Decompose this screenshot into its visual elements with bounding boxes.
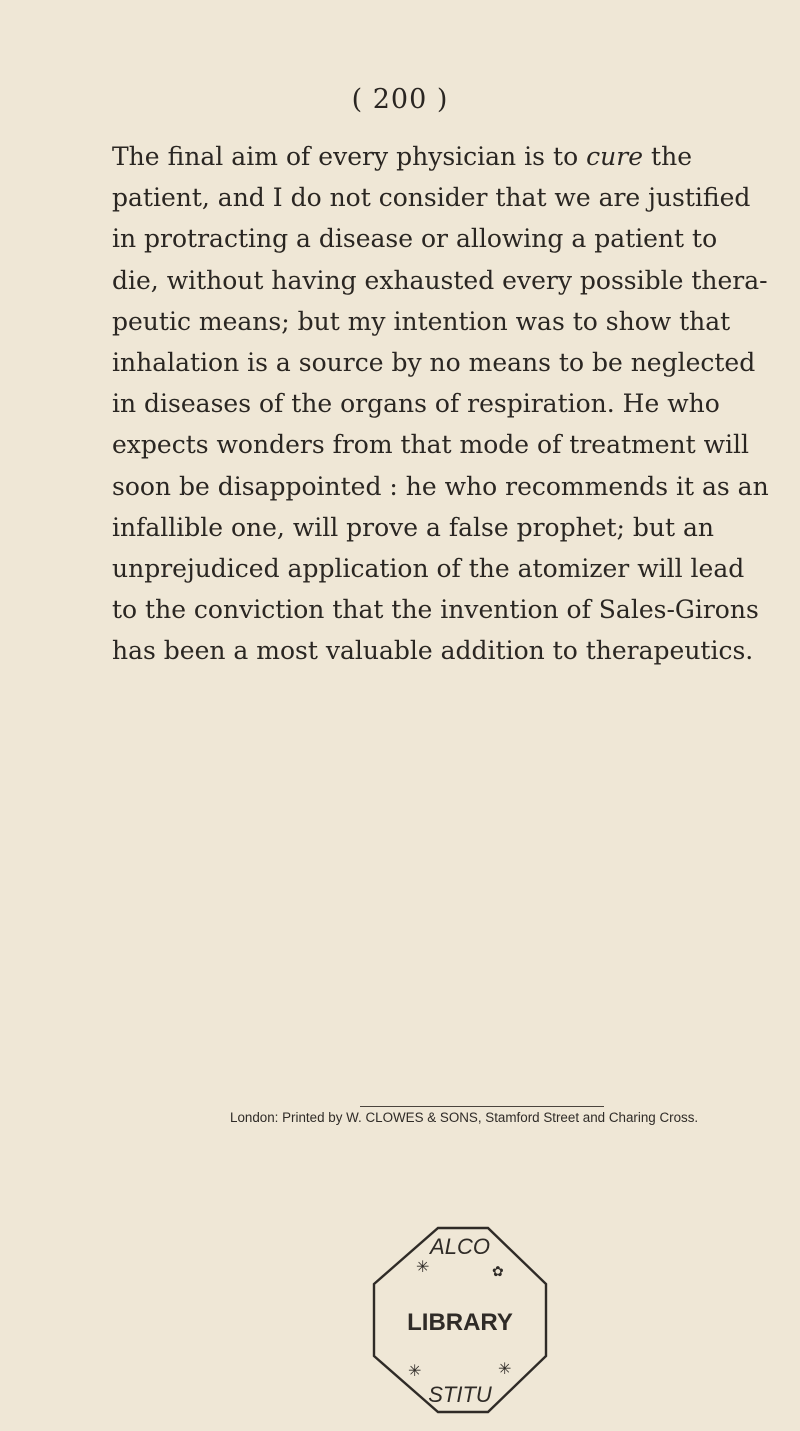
- stamp-top-text: ALCO: [430, 1234, 490, 1259]
- text-line: in protracting a disease or allowing a patient to: [112, 224, 718, 254]
- text-line: unprejudiced application of the atomizer will lead: [112, 554, 745, 584]
- text-line: die, without having exhausted every possible thera-: [112, 265, 768, 295]
- library-stamp: [368, 1224, 553, 1416]
- stamp-ornament-icon: ✳: [498, 1359, 512, 1378]
- printer-imprint: London: Printed by W. CLOWES & SONS, Stamford Street and Charing Cross.: [230, 1110, 699, 1125]
- stamp-ornament-icon: ✿: [492, 1264, 504, 1280]
- text-line: has been a most valuable addition to therapeutics.: [112, 636, 754, 666]
- text-line: expects wonders from that mode of treatment will: [112, 430, 750, 460]
- page-number: ( 200 ): [351, 84, 449, 115]
- text-line: in diseases of the organs of respiration. He who: [112, 389, 720, 419]
- text-line: soon be disappointed : he who recommends it as an: [112, 471, 769, 501]
- stamp-ornament-icon: ✳: [408, 1361, 422, 1380]
- text-line: The final aim of every physician is to cure the: [112, 142, 693, 171]
- emphasized-word: cure: [586, 142, 644, 171]
- stamp-library-text: LIBRARY: [407, 1309, 513, 1336]
- text-line: patient, and I do not consider that we are justified: [112, 183, 751, 213]
- text-line: infallible one, will prove a false prophet; but an: [112, 512, 715, 542]
- body-paragraph: [112, 136, 769, 672]
- text-line: peutic means; but my intention was to show that: [112, 306, 731, 336]
- text-line: inhalation is a source by no means to be neglected: [112, 348, 756, 378]
- text-line: to the conviction that the invention of Sales-Girons: [112, 595, 759, 625]
- stamp-bottom-text: STITU: [428, 1382, 492, 1407]
- stamp-ornament-icon: ✳: [416, 1257, 430, 1276]
- imprint-divider: [360, 1106, 604, 1107]
